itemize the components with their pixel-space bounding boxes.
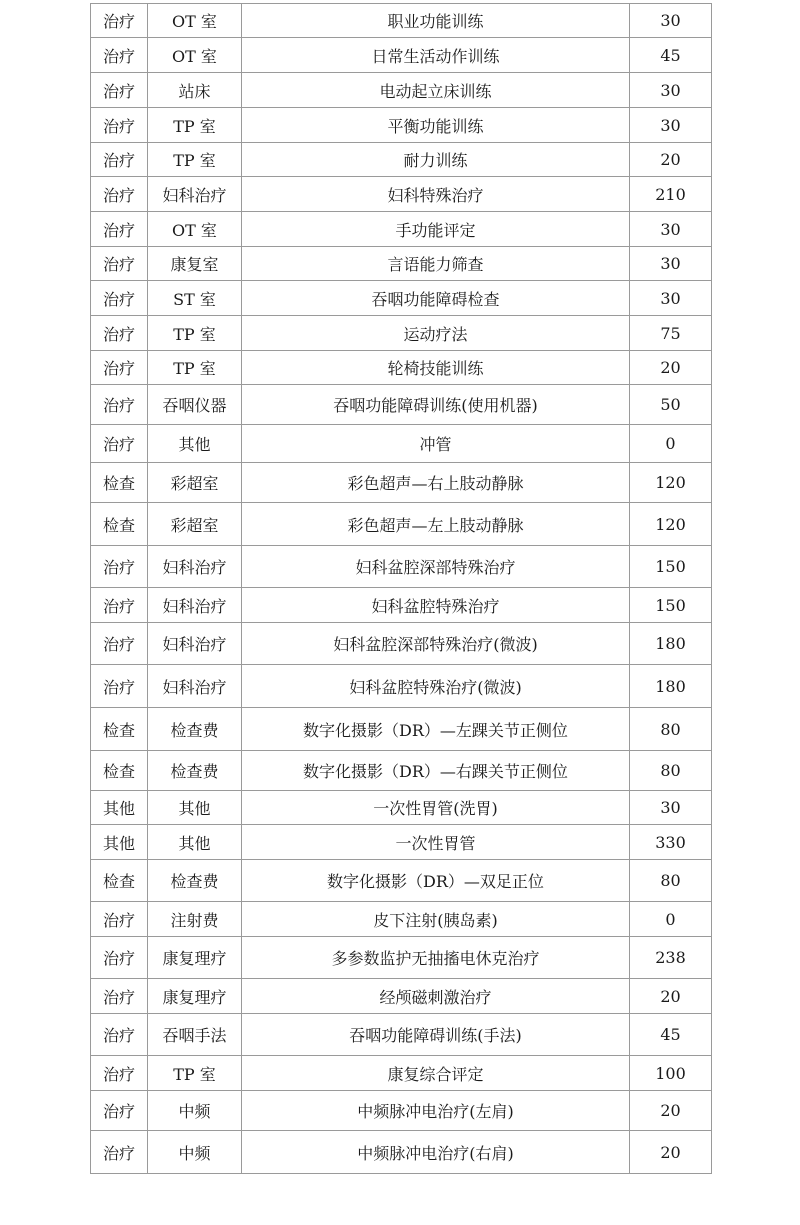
category-cell: 治疗 [91, 4, 148, 38]
category-cell: 治疗 [91, 351, 148, 385]
department-cell: 检查费 [148, 751, 242, 791]
category-cell: 治疗 [91, 588, 148, 623]
department-cell: TP 室 [148, 316, 242, 351]
table-row [91, 902, 712, 937]
department-cell: 其他 [148, 791, 242, 825]
item-cell: 吞咽功能障碍检查 [242, 281, 630, 316]
table-row [91, 108, 712, 143]
category-cell: 治疗 [91, 73, 148, 108]
department-cell: 康复理疗 [148, 979, 242, 1014]
department-cell: 吞咽仪器 [148, 385, 242, 425]
item-cell: 轮椅技能训练 [242, 351, 630, 385]
category-cell: 其他 [91, 825, 148, 860]
minutes-cell: 180 [630, 623, 712, 665]
item-cell: 职业功能训练 [242, 4, 630, 38]
minutes-cell: 45 [630, 38, 712, 73]
item-cell: 言语能力筛查 [242, 247, 630, 281]
department-cell: 妇科治疗 [148, 177, 242, 212]
table-row [91, 385, 712, 425]
table-row [91, 1091, 712, 1131]
table-row [91, 143, 712, 177]
minutes-cell: 120 [630, 463, 712, 503]
item-cell: 妇科盆腔特殊治疗(微波) [242, 665, 630, 708]
category-cell: 治疗 [91, 937, 148, 979]
category-cell: 治疗 [91, 212, 148, 247]
table-row [91, 4, 712, 38]
table-row [91, 1056, 712, 1091]
item-cell: 冲管 [242, 425, 630, 463]
item-cell: 平衡功能训练 [242, 108, 630, 143]
department-cell: TP 室 [148, 351, 242, 385]
minutes-cell: 30 [630, 4, 712, 38]
department-cell: 吞咽手法 [148, 1014, 242, 1056]
department-cell: 其他 [148, 825, 242, 860]
minutes-cell: 330 [630, 825, 712, 860]
item-cell: 吞咽功能障碍训练(手法) [242, 1014, 630, 1056]
department-cell: 康复室 [148, 247, 242, 281]
department-cell: 康复理疗 [148, 937, 242, 979]
item-cell: 经颅磁刺激治疗 [242, 979, 630, 1014]
item-cell: 数字化摄影（DR）—双足正位 [242, 860, 630, 902]
table-row [91, 212, 712, 247]
category-cell: 治疗 [91, 143, 148, 177]
department-cell: OT 室 [148, 4, 242, 38]
table-row [91, 751, 712, 791]
department-cell: TP 室 [148, 1056, 242, 1091]
table-row [91, 38, 712, 73]
table-row [91, 351, 712, 385]
table-body [91, 4, 712, 1174]
item-cell: 日常生活动作训练 [242, 38, 630, 73]
category-cell: 治疗 [91, 247, 148, 281]
category-cell: 治疗 [91, 1131, 148, 1174]
table-row [91, 73, 712, 108]
item-cell: 妇科盆腔深部特殊治疗(微波) [242, 623, 630, 665]
department-cell: 检查费 [148, 860, 242, 902]
category-cell: 治疗 [91, 1056, 148, 1091]
minutes-cell: 30 [630, 791, 712, 825]
table-row [91, 1131, 712, 1174]
minutes-cell: 238 [630, 937, 712, 979]
item-cell: 中频脉冲电治疗(右肩) [242, 1131, 630, 1174]
item-cell: 彩色超声—右上肢动静脉 [242, 463, 630, 503]
minutes-cell: 80 [630, 860, 712, 902]
minutes-cell: 20 [630, 1091, 712, 1131]
item-cell: 妇科特殊治疗 [242, 177, 630, 212]
department-cell: 彩超室 [148, 503, 242, 546]
department-cell: OT 室 [148, 38, 242, 73]
table-row [91, 1014, 712, 1056]
item-cell: 吞咽功能障碍训练(使用机器) [242, 385, 630, 425]
table-row [91, 177, 712, 212]
category-cell: 治疗 [91, 902, 148, 937]
department-cell: TP 室 [148, 143, 242, 177]
minutes-cell: 50 [630, 385, 712, 425]
category-cell: 治疗 [91, 108, 148, 143]
minutes-cell: 0 [630, 425, 712, 463]
table-row [91, 281, 712, 316]
department-cell: 注射费 [148, 902, 242, 937]
minutes-cell: 80 [630, 708, 712, 751]
department-cell: 检查费 [148, 708, 242, 751]
department-cell: ST 室 [148, 281, 242, 316]
category-cell: 检查 [91, 708, 148, 751]
department-cell: 站床 [148, 73, 242, 108]
minutes-cell: 0 [630, 902, 712, 937]
category-cell: 治疗 [91, 1091, 148, 1131]
department-cell: 妇科治疗 [148, 665, 242, 708]
category-cell: 治疗 [91, 425, 148, 463]
item-cell: 妇科盆腔特殊治疗 [242, 588, 630, 623]
category-cell: 治疗 [91, 1014, 148, 1056]
category-cell: 检查 [91, 463, 148, 503]
minutes-cell: 20 [630, 351, 712, 385]
category-cell: 治疗 [91, 665, 148, 708]
department-cell: 妇科治疗 [148, 588, 242, 623]
item-cell: 手功能评定 [242, 212, 630, 247]
item-cell: 彩色超声—左上肢动静脉 [242, 503, 630, 546]
department-cell: TP 室 [148, 108, 242, 143]
minutes-cell: 100 [630, 1056, 712, 1091]
minutes-cell: 20 [630, 979, 712, 1014]
item-cell: 运动疗法 [242, 316, 630, 351]
minutes-cell: 45 [630, 1014, 712, 1056]
table-row [91, 979, 712, 1014]
table-row [91, 503, 712, 546]
table-row [91, 937, 712, 979]
item-cell: 中频脉冲电治疗(左肩) [242, 1091, 630, 1131]
item-cell: 一次性胃管(洗胃) [242, 791, 630, 825]
minutes-cell: 150 [630, 588, 712, 623]
item-cell: 数字化摄影（DR）—左踝关节正侧位 [242, 708, 630, 751]
category-cell: 检查 [91, 860, 148, 902]
department-cell: 中频 [148, 1131, 242, 1174]
minutes-cell: 75 [630, 316, 712, 351]
item-cell: 皮下注射(胰岛素) [242, 902, 630, 937]
table-row [91, 546, 712, 588]
table-row [91, 425, 712, 463]
table-row [91, 665, 712, 708]
item-cell: 耐力训练 [242, 143, 630, 177]
department-cell: 其他 [148, 425, 242, 463]
category-cell: 治疗 [91, 38, 148, 73]
minutes-cell: 20 [630, 1131, 712, 1174]
minutes-cell: 180 [630, 665, 712, 708]
category-cell: 检查 [91, 751, 148, 791]
table-row [91, 708, 712, 751]
category-cell: 检查 [91, 503, 148, 546]
minutes-cell: 120 [630, 503, 712, 546]
department-cell: 中频 [148, 1091, 242, 1131]
department-cell: 彩超室 [148, 463, 242, 503]
department-cell: OT 室 [148, 212, 242, 247]
category-cell: 治疗 [91, 546, 148, 588]
department-cell: 妇科治疗 [148, 623, 242, 665]
department-cell: 妇科治疗 [148, 546, 242, 588]
item-cell: 多参数监护无抽搐电休克治疗 [242, 937, 630, 979]
minutes-cell: 150 [630, 546, 712, 588]
table-row [91, 463, 712, 503]
minutes-cell: 20 [630, 143, 712, 177]
minutes-cell: 30 [630, 281, 712, 316]
category-cell: 治疗 [91, 979, 148, 1014]
category-cell: 治疗 [91, 385, 148, 425]
category-cell: 其他 [91, 791, 148, 825]
table-row [91, 791, 712, 825]
item-cell: 康复综合评定 [242, 1056, 630, 1091]
table-row [91, 623, 712, 665]
minutes-cell: 80 [630, 751, 712, 791]
category-cell: 治疗 [91, 623, 148, 665]
item-cell: 一次性胃管 [242, 825, 630, 860]
table-row [91, 860, 712, 902]
table-row [91, 588, 712, 623]
minutes-cell: 30 [630, 108, 712, 143]
category-cell: 治疗 [91, 316, 148, 351]
item-cell: 妇科盆腔深部特殊治疗 [242, 546, 630, 588]
minutes-cell: 30 [630, 73, 712, 108]
minutes-cell: 30 [630, 247, 712, 281]
treatment-fee-table [90, 3, 712, 1174]
table-row [91, 247, 712, 281]
minutes-cell: 210 [630, 177, 712, 212]
minutes-cell: 30 [630, 212, 712, 247]
table-row [91, 316, 712, 351]
category-cell: 治疗 [91, 281, 148, 316]
item-cell: 电动起立床训练 [242, 73, 630, 108]
table-row [91, 825, 712, 860]
category-cell: 治疗 [91, 177, 148, 212]
item-cell: 数字化摄影（DR）—右踝关节正侧位 [242, 751, 630, 791]
